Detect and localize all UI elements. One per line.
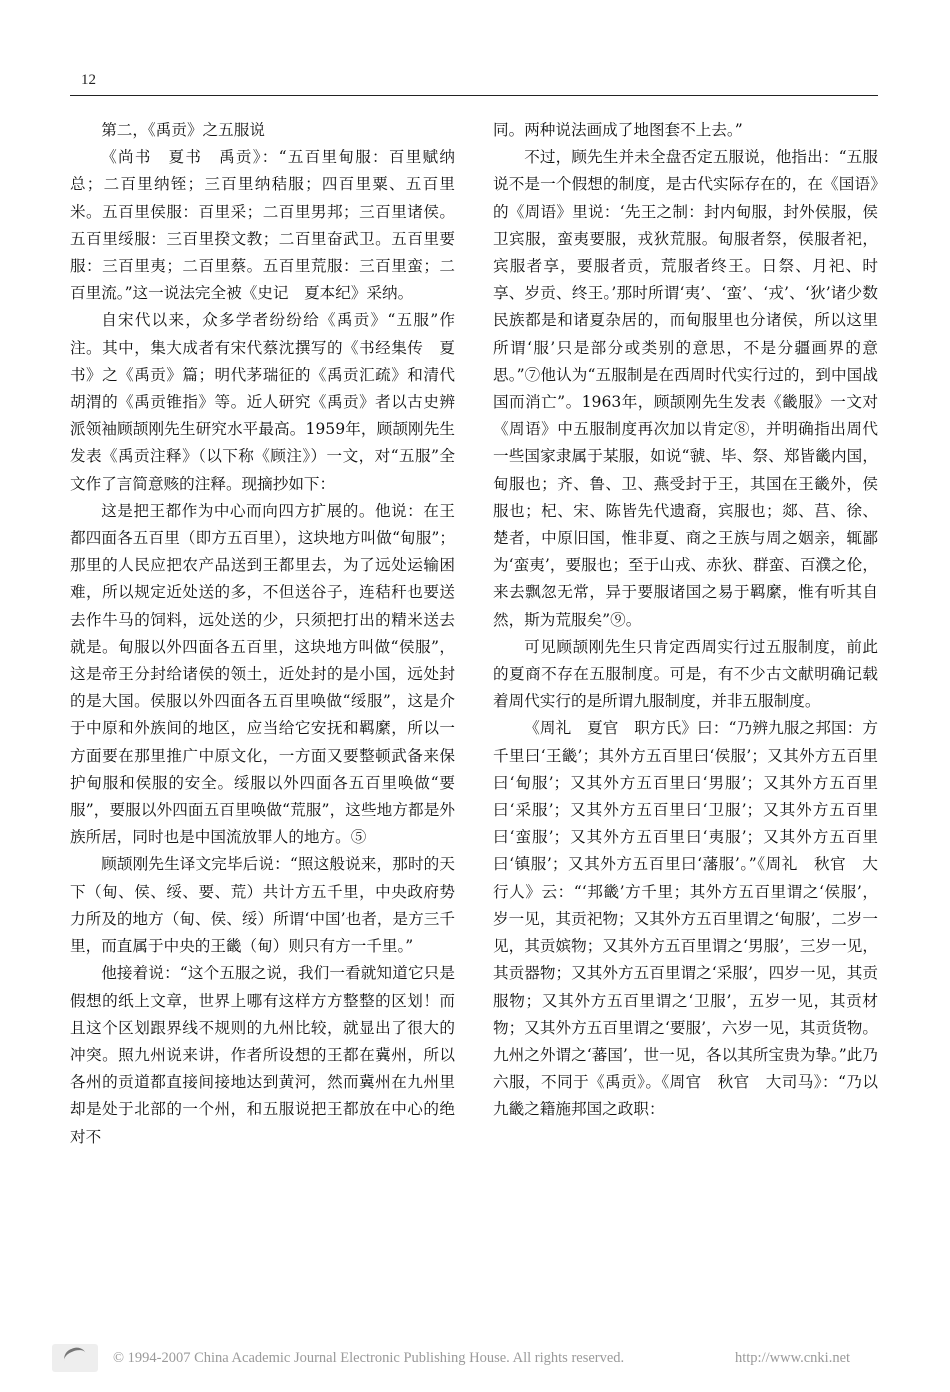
header-rule	[70, 95, 878, 96]
paragraph-continued: 同。两种说法画成了地图套不上去。”	[493, 121, 743, 139]
paragraph: 顾颉刚先生译文完毕后说：“照这般说来，那时的天下（甸、侯、绥、要、荒）共计方五千里，中央政府势力所及的地方（甸、侯、绥）所谓‘中国’也者，是方三千里，而直属于中央的王畿（甸）则只有方一千里。”	[70, 855, 455, 956]
footer-url[interactable]: http://www.cnki.net	[735, 1350, 851, 1366]
cnki-logo-icon	[52, 1344, 98, 1372]
paragraph: 可见顾颉刚先生只肯定西周实行过五服制度，前此的夏商不存在五服制度。可是，有不少古文献明确记载着周代实行的是所谓九服制度，并非五服制度。	[493, 637, 878, 711]
paragraph: 不过，顾先生并未全盘否定五服说，他指出：“五服说不是一个假想的制度，是古代实际存在的，在《国语》的《周语》里说：‘先王之制：封内甸服，封外侯服，侯卫宾服，蛮夷要服，戎狄荒服。甸服者祭，侯服者祀，宾服者享，要服者贡，荒服者终王。日祭、月祀、时享、岁贡、终王。’那时所谓‘夷’、‘蛮’、‘戎’、‘狄’诸少数民族都是和诸夏杂居的，而甸服里也分诸侯，所以这里所谓‘服’只是部分或类别的意思，不是分疆画界的意思。”⑦他认为“五服制是在西周时代实行过的，到中国战国而消亡”。1963年，顾颉刚先生发表《畿服》一文对《周语》中五服制度再次加以肯定⑧，并明确指出周代一些国家隶属于某服，如说“虢、毕、祭、郑皆畿内国，甸服也；齐、鲁、卫、燕受封于王，其国在王畿外，侯服也；杞、宋、陈皆先代遗裔，宾服也；郯、莒、徐、楚者，中原旧国，惟非夏、商之王族与周之姻亲，辄鄙为‘蛮夷’，要服也；至于山戎、赤狄、群蛮、百濮之伦，来去飘忽无常，异于要服诸国之易于羁縻，惟有听其自然，斯为荒服矣”⑨。	[493, 148, 878, 629]
paragraph: 自宋代以来，众多学者纷纷给《禹贡》“五服”作注。其中，集大成者有宋代蔡沈撰写的《书经集传 夏书》之《禹贡》篇；明代茅瑞征的《禹贡汇疏》和清代胡渭的《禹贡锥指》等。近人研究《禹贡》者以古史辨派领袖顾颉刚先生研究水平最高。1959年，顾颉刚先生发表《禹贡注释》（以下称《顾注》）一文，对“五服”全文作了言简意赅的注释。现摘抄如下：	[70, 311, 455, 493]
section-title: 第二，《禹贡》之五服说	[101, 121, 265, 139]
paragraph: 《周礼 夏官 职方氏》曰：“乃辨九服之邦国：方千里曰‘王畿’；其外方五百里曰‘侯服’；又其外方五百里曰‘甸服’；又其外方五百里曰‘男服’；又其外方五百里曰‘采服’；又其外方五百里曰‘卫服’；又其外方五百里曰‘蛮服’；又其外方五百里曰‘夷服’；又其外方五百里曰‘镇服’；又其外方五百里曰‘藩服’。”《周礼 秋官 大行人》云：“‘邦畿’方千里；其外方五百里谓之‘侯服’，岁一见，其贡祀物；又其外方五百里谓之‘甸服’，二岁一见，其贡嫔物；又其外方五百里谓之‘男服’，三岁一见，其贡器物；又其外方五百里谓之‘采服’，四岁一见，其贡服物；又其外方五百里谓之‘卫服’，五岁一见，其贡材物；又其外方五百里谓之‘要服’，六岁一见，其贡货物。九州之外谓之‘蕃国’，世一见，各以其所宝贵为挚。”此乃六服，不同于《禹贡》。《周官 秋官 大司马》：“乃以九畿之籍施邦国之政职：	[493, 719, 878, 1119]
paragraph: 这是把王都作为中心而向四方扩展的。他说：在王都四面各五百里（即方五百里），这块地方叫做“甸服”；那里的人民应把农产品送到王都里去，为了远处运输困难，所以规定近处送的多，不但送谷子，连秸秆也要送去作牛马的饲料，远处送的少，只须把打出的精米送去就是。甸服以外四面各五百里，这块地方叫做“侯服”，这是帝王分封给诸侯的领土，近处封的是小国，远处封的是大国。侯服以外四面各五百里唤做“绥服”，这是介于中原和外族间的地区，应当给它安抚和羁縻，所以一方面要在那里推广中原文化，一方面又要整顿武备来保护甸服和侯服的安全。绥服以外四面各五百里唤做“要服”，要服以外四面五百里唤做“荒服”，这些地方都是外族所居，同时也是中国流放罪人的地方。⑤	[70, 501, 455, 847]
left-column	[70, 117, 455, 1151]
page-number: 12	[81, 72, 96, 88]
paragraph: 他接着说：“这个五服之说，我们一看就知道它只是假想的纸上文章，世界上哪有这样方方整整的区划！而且这个区划跟界线不规则的九州比较，就显出了很大的冲突。照九州说来讲，作者所设想的王都在冀州，所以各州的贡道都直接间接地达到黄河，然而冀州在九州里却是处于北部的一个州，和五服说把王都放在中心的绝对不	[70, 964, 455, 1146]
right-column	[493, 117, 878, 1124]
footer	[0, 1344, 950, 1374]
footer-copyright: © 1994-2007 China Academic Journal Electronic Publishing House. All rights reserved.	[113, 1350, 625, 1366]
paragraph: 《尚书 夏书 禹贡》：“五百里甸服：百里赋纳总；二百里纳铚；三百里纳秸服；四百里粟、五百里米。五百里侯服：百里采；二百里男邦；三百里诸侯。五百里绥服：三百里揆文教；二百里奋武卫。五百里要服：三百里夷；二百里蔡。五百里荒服：三百里蛮；二百里流。”这一说法完全被《史记 夏本纪》采纳。	[70, 148, 455, 303]
